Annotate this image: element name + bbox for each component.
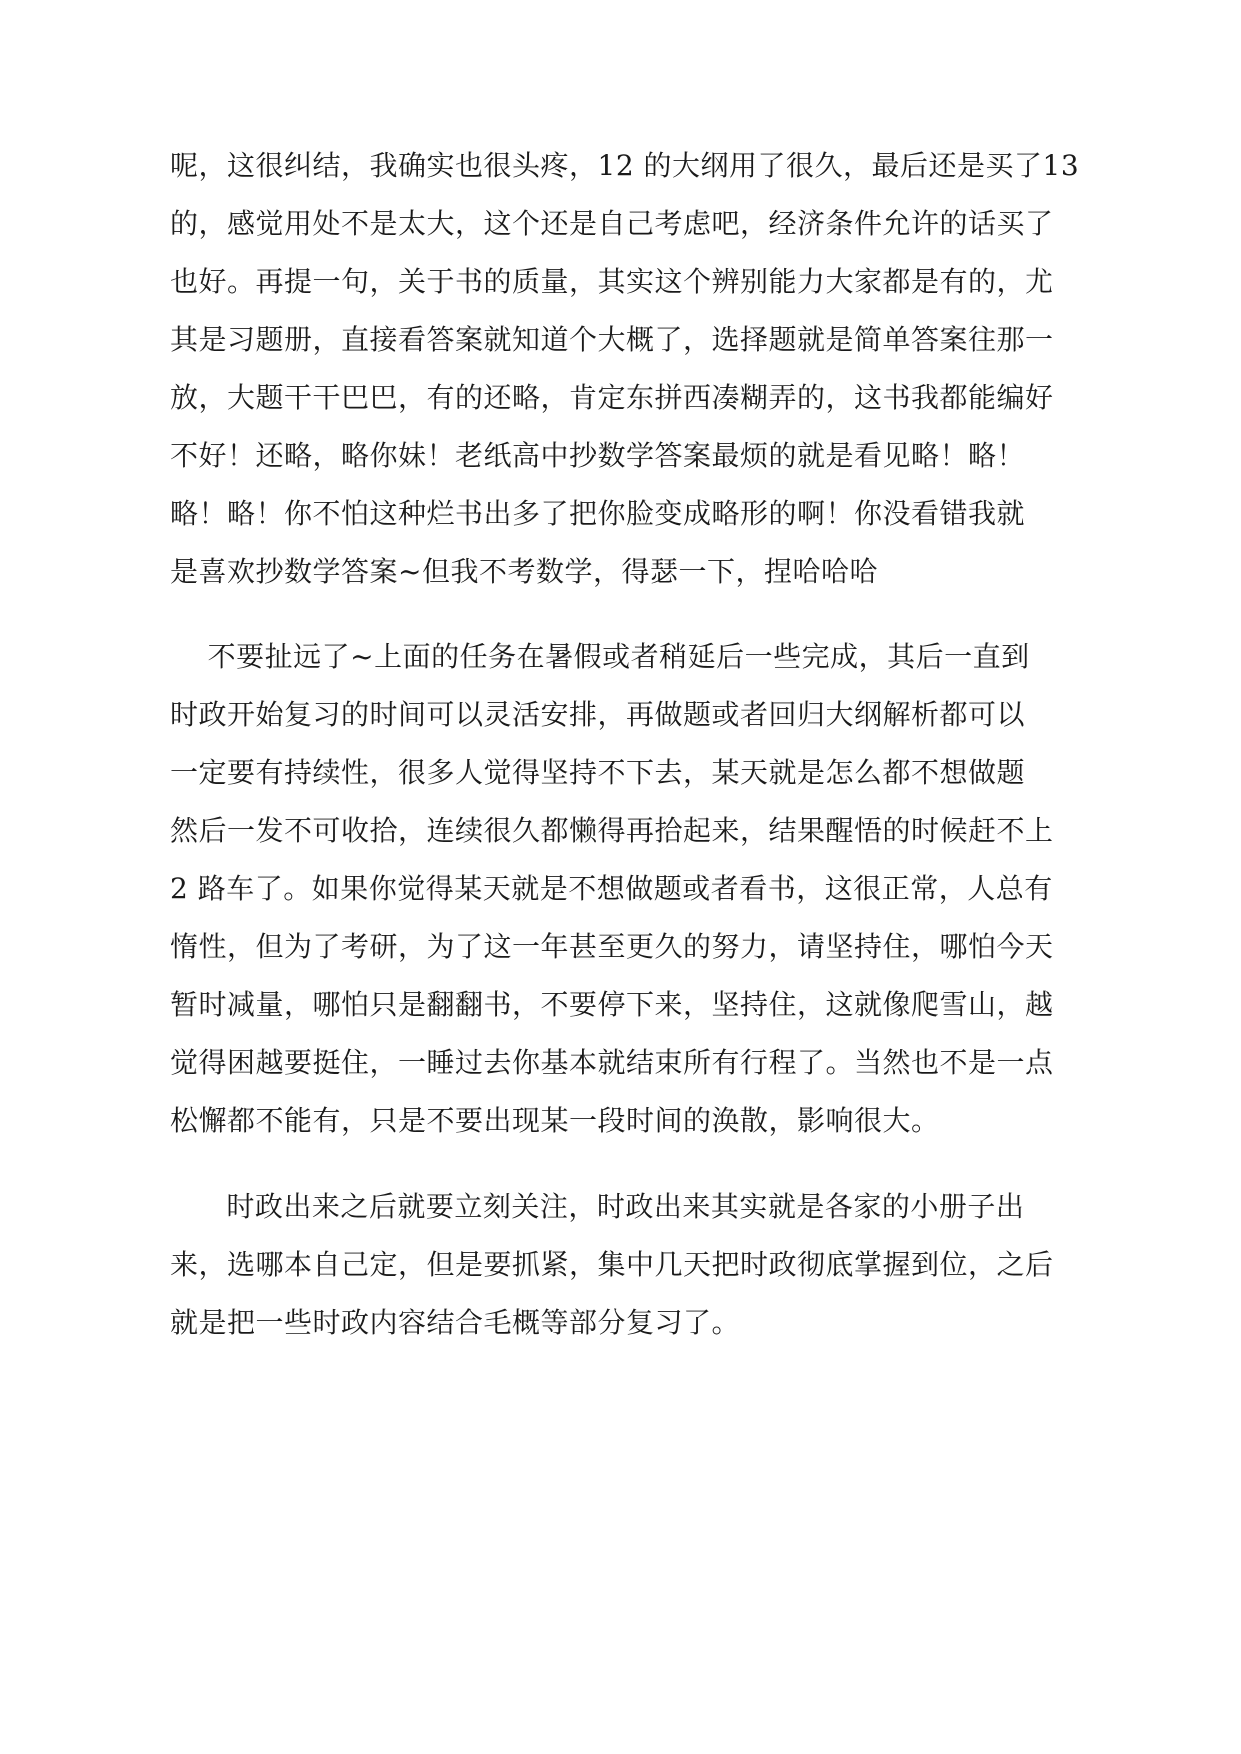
text-line: 松懈都不能有，只是不要出现某一段时间的涣散，影响很大。: [170, 1104, 940, 1137]
text-line: 是喜欢抄数学答案~但我不考数学，得瑟一下，捏哈哈哈: [170, 555, 878, 588]
text-line: 放，大题干干巴巴，有的还略，肯定东拼西凑糊弄的，这书我都能编好: [170, 381, 1054, 414]
text-line: 呢，这很纠结，我确实也很头疼，12 的大纲用了很久，最后还是买了13: [170, 149, 1080, 182]
text-line: 不好！还略，略你妹！老纸高中抄数学答案最烦的就是看见略！略！: [170, 439, 1026, 472]
text-line: 暂时减量，哪怕只是翻翻书，不要停下来，坚持住，这就像爬雪山，越: [170, 988, 1054, 1021]
text-line: 就是把一些时政内容结合毛概等部分复习了。: [170, 1306, 741, 1339]
text-line: 觉得困越要挺住，一睡过去你基本就结束所有行程了。当然也不是一点: [170, 1046, 1054, 1079]
text-line: 的，感觉用处不是太大，这个还是自己考虑吧，经济条件允许的话买了: [170, 207, 1054, 240]
text-line: 时政出来之后就要立刻关注，时政出来其实就是各家的小册子出: [170, 1190, 1025, 1223]
text-line: 时政开始复习的时间可以灵活安排，再做题或者回归大纲解析都可以: [170, 698, 1026, 731]
text-line: 来，选哪本自己定，但是要抓紧，集中几天把时政彻底掌握到位，之后: [170, 1248, 1054, 1281]
text-line: 一定要有持续性，很多人觉得坚持不下去，某天就是怎么都不想做题: [170, 756, 1026, 789]
text-line: 然后一发不可收拾，连续很久都懒得再拾起来，结果醒悟的时候赶不上: [170, 814, 1054, 847]
text-line: 也好。再提一句，关于书的质量，其实这个辨别能力大家都是有的，尤: [170, 265, 1054, 298]
text-line: 2 路车了。如果你觉得某天就是不想做题或者看书，这很正常，人总有: [170, 872, 1053, 905]
text-line: 其是习题册，直接看答案就知道个大概了，选择题就是简单答案往那一: [170, 323, 1054, 356]
text-line: 惰性，但为了考研，为了这一年甚至更久的努力，请坚持住，哪怕今天: [170, 930, 1054, 963]
text-line: 不要扯远了~上面的任务在暑假或者稍延后一些完成，其后一直到: [170, 640, 1030, 673]
text-line: 略！略！你不怕这种烂书出多了把你脸变成略形的啊！你没看错我就: [170, 497, 1026, 530]
